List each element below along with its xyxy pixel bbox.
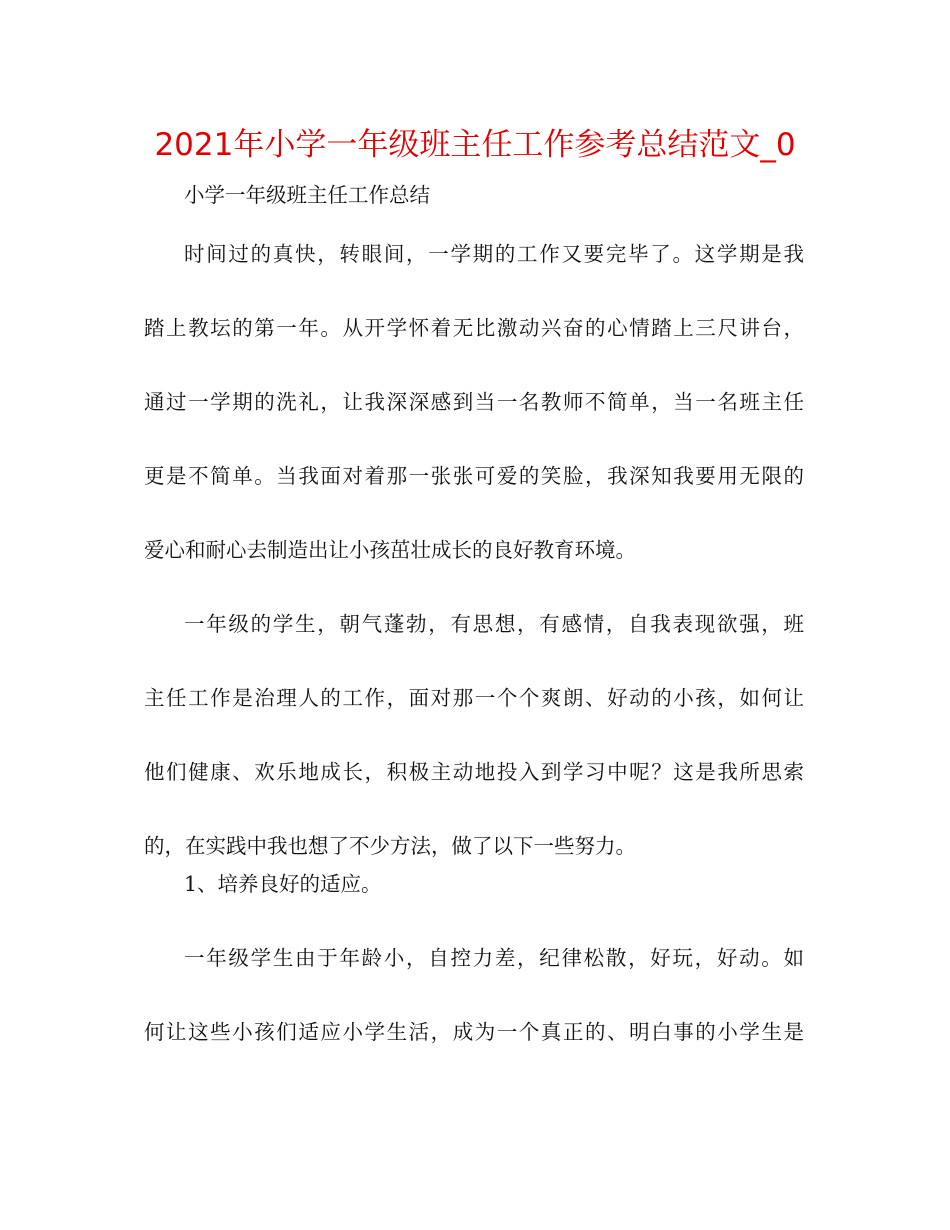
paragraph-2-line-1: 一年级的学生，朝气蓬勃，有思想，有感情，自我表现欲强，班 bbox=[184, 612, 804, 636]
paragraph-1-line-3: 通过一学期的洗礼，让我深深感到当一名教师不简单，当一名班主任 bbox=[144, 390, 804, 414]
document-title: 2021年小学一年级班主任工作参考总结范文_0 bbox=[154, 127, 796, 163]
paragraph-1-line-4: 更是不简单。当我面对着那一张张可爱的笑脸，我深知我要用无限的 bbox=[144, 464, 804, 488]
paragraph-3-line-1: 一年级学生由于年龄小，自控力差，纪律松散，好玩，好动。如 bbox=[184, 946, 804, 970]
paragraph-2-line-3: 他们健康、欢乐地成长，积极主动地投入到学习中呢？这是我所思索 bbox=[144, 760, 804, 784]
document-subtitle: 小学一年级班主任工作总结 bbox=[184, 183, 430, 207]
paragraph-2-line-2: 主任工作是治理人的工作，面对那一个个爽朗、好动的小孩，如何让 bbox=[144, 686, 804, 710]
paragraph-1-line-1: 时间过的真快，转眼间，一学期的工作又要完毕了。这学期是我 bbox=[184, 242, 804, 266]
section-heading-1: 1、培养良好的适应。 bbox=[184, 872, 382, 896]
paragraph-2-line-4: 的，在实践中我也想了不少方法，做了以下一些努力。 bbox=[144, 834, 636, 858]
paragraph-1-line-5: 爱心和耐心去制造出让小孩茁壮成长的良好教育环境。 bbox=[144, 538, 636, 562]
paragraph-1-line-2: 踏上教坛的第一年。从开学怀着无比激动兴奋的心情踏上三尺讲台， bbox=[144, 316, 804, 340]
paragraph-3-line-2: 何让这些小孩们适应小学生活，成为一个真正的、明白事的小学生是 bbox=[144, 1020, 804, 1044]
